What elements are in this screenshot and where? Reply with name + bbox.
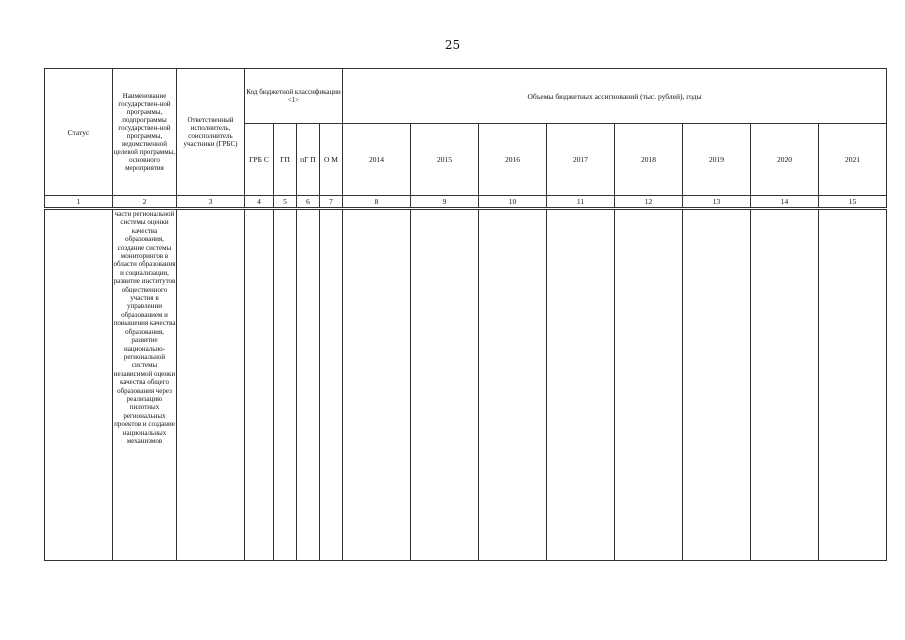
- column-number: 14: [751, 196, 819, 209]
- cell-gp: [274, 209, 297, 561]
- column-number: 2: [113, 196, 177, 209]
- header-year-2016: 2016: [479, 124, 547, 196]
- cell-status: [45, 209, 113, 561]
- header-year-2015: 2015: [411, 124, 479, 196]
- budget-table: [44, 68, 887, 561]
- column-number: 1: [45, 196, 113, 209]
- header-code-gp: ГП: [274, 124, 297, 196]
- header-year-2014: 2014: [343, 124, 411, 196]
- cell-2015: [411, 209, 479, 561]
- cell-2016: [479, 209, 547, 561]
- cell-2020: [751, 209, 819, 561]
- column-number: 6: [297, 196, 320, 209]
- header-year-2018: 2018: [615, 124, 683, 196]
- header-executor: Ответственный исполнитель, соисполнитель участники (ГРБС): [177, 69, 245, 196]
- header-status: Статус: [45, 69, 113, 196]
- cell-om: [320, 209, 343, 561]
- cell-2021: [819, 209, 887, 561]
- column-number: 11: [547, 196, 615, 209]
- column-number: 9: [411, 196, 479, 209]
- column-number: 15: [819, 196, 887, 209]
- column-number: 7: [320, 196, 343, 209]
- header-program-name: Наименование государствен-ной программы, подпрограммы государствен-ной программы, ведомственной целевой программы, основного мероприятия: [113, 69, 177, 196]
- header-code-om: О М: [320, 124, 343, 196]
- header-budget-code: Код бюджетной классификации <1>: [245, 69, 343, 124]
- header-year-2020: 2020: [751, 124, 819, 196]
- cell-description: части региональной системы оценки качества образования, создание системы мониторингов в области образования и социализации, развитие институтов общественного участия в управлении образованием и повышения качества образования, развитие национально-региональной системы независимой оценки качества общего образования через реализацию пилотных региональных проектов и создание национальных механизмов: [113, 209, 177, 561]
- column-number: 5: [274, 196, 297, 209]
- page-number: 25: [444, 38, 461, 52]
- header-allocations: Объемы бюджетных ассигнований (тыс. рублей), годы: [343, 69, 887, 124]
- column-number: 3: [177, 196, 245, 209]
- table-row: [45, 209, 887, 561]
- header-year-2017: 2017: [547, 124, 615, 196]
- header-year-2019: 2019: [683, 124, 751, 196]
- cell-pgp: [297, 209, 320, 561]
- cell-2019: [683, 209, 751, 561]
- cell-grbs: [245, 209, 274, 561]
- column-number: 13: [683, 196, 751, 209]
- header-code-grbs: ГРБ С: [245, 124, 274, 196]
- cell-2017: [547, 209, 615, 561]
- cell-2018: [615, 209, 683, 561]
- cell-2014: [343, 209, 411, 561]
- column-number: 12: [615, 196, 683, 209]
- column-number: 4: [245, 196, 274, 209]
- header-year-2021: 2021: [819, 124, 887, 196]
- cell-executor: [177, 209, 245, 561]
- column-number: 8: [343, 196, 411, 209]
- header-code-pgp: пГ П: [297, 124, 320, 196]
- column-number: 10: [479, 196, 547, 209]
